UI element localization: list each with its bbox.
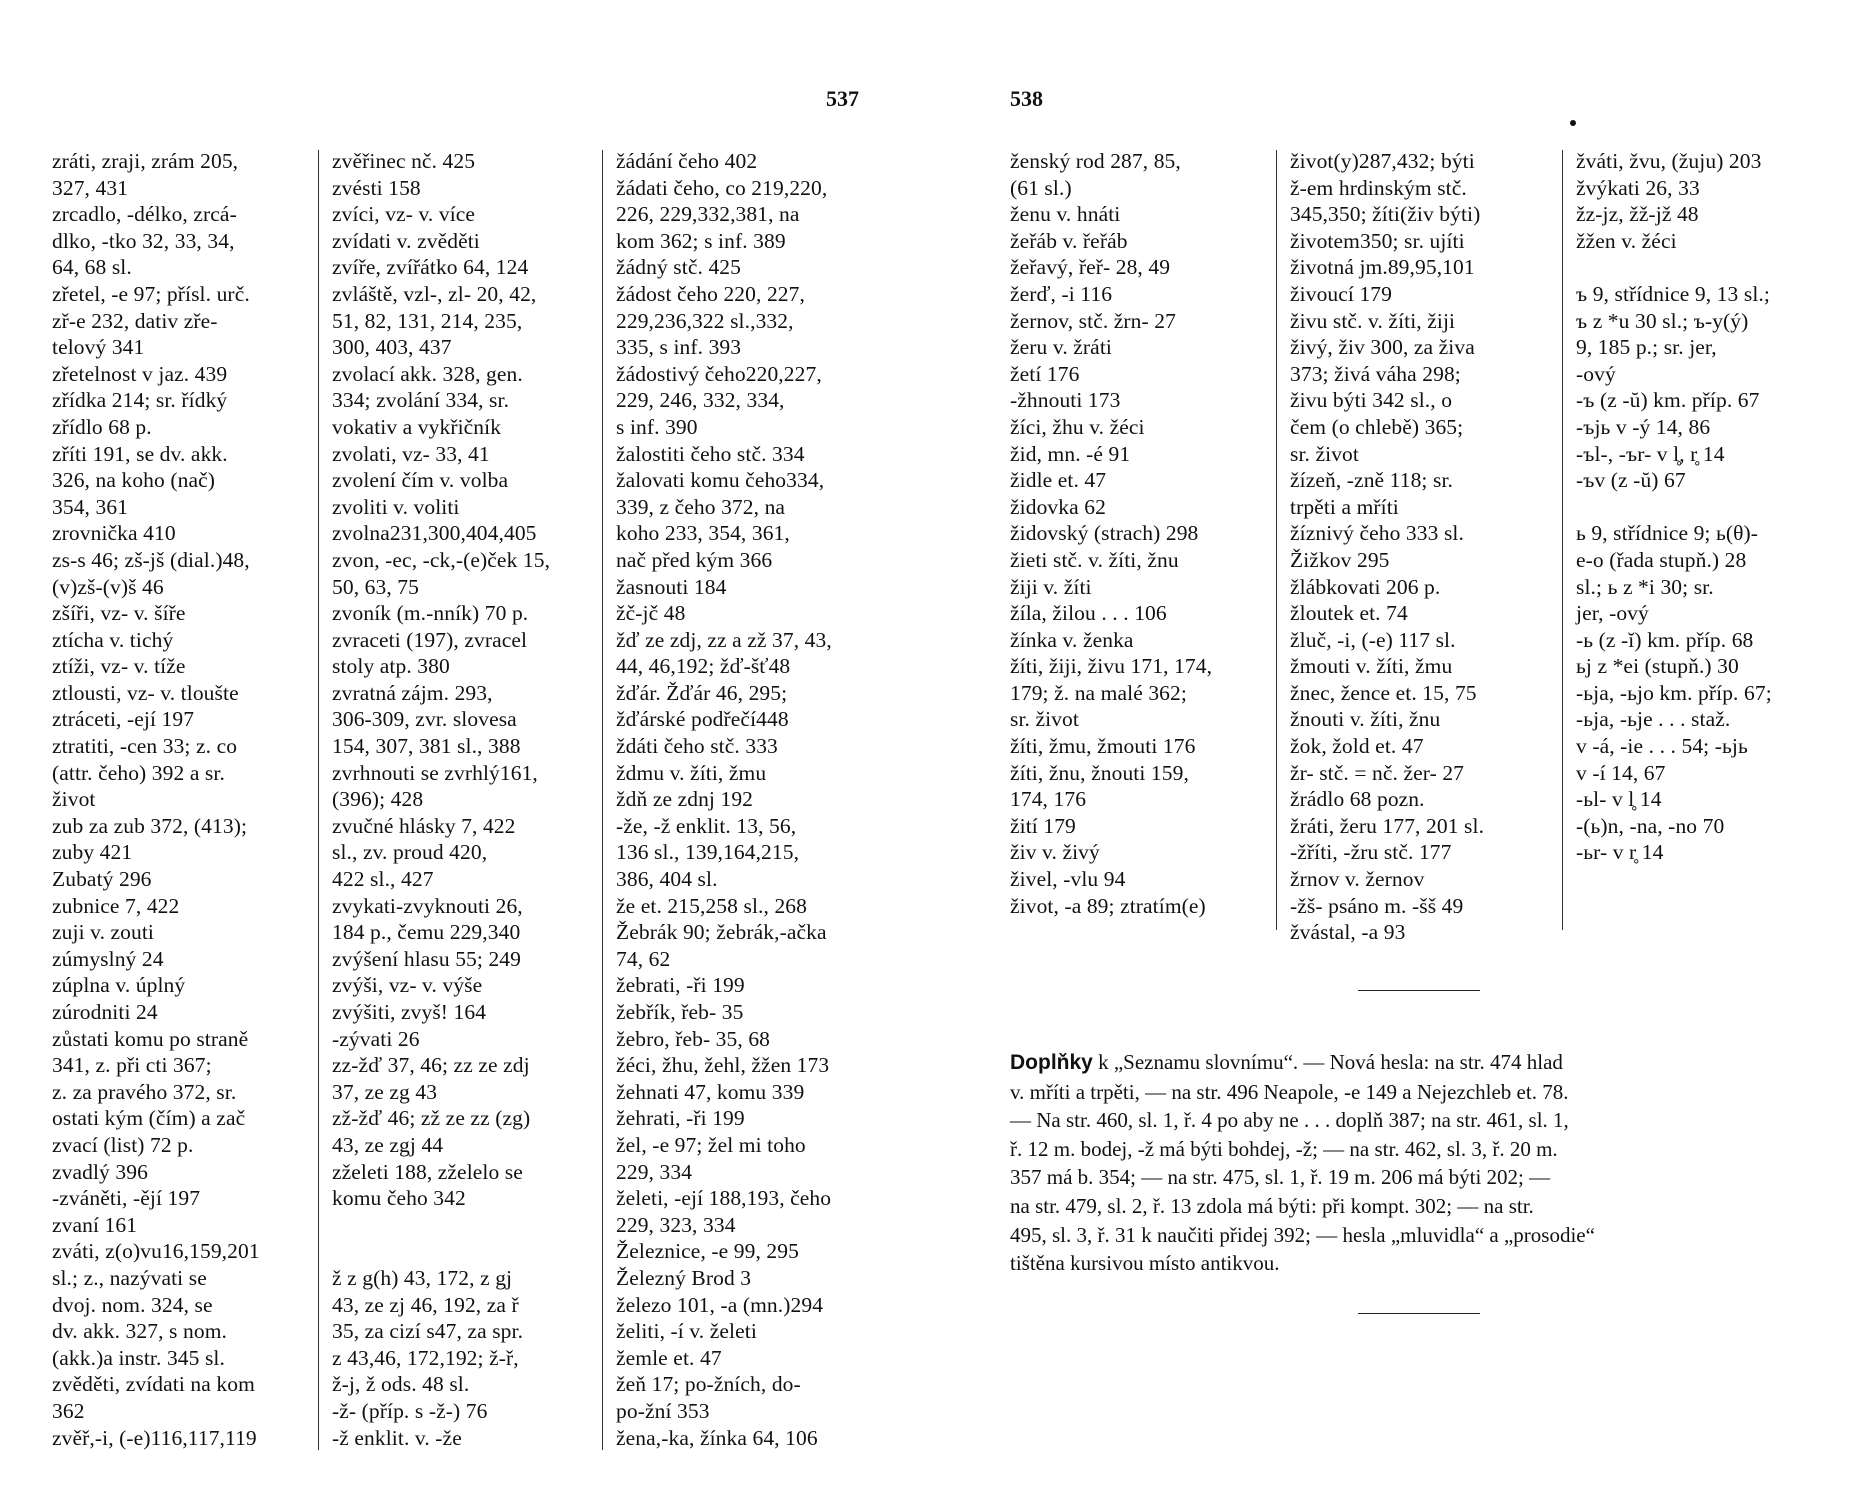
text-line: žeřavý, řeř- 28, 49 [1010, 255, 1171, 280]
text-line: žádání čeho 402 [616, 149, 758, 173]
text-line: žloutek et. 74 [1290, 601, 1408, 626]
text-line: židovský (strach) 298 [1010, 521, 1199, 546]
text-line [332, 1212, 594, 1239]
text-line: -ьl- v l̥ 14 [1576, 787, 1662, 812]
right-page-column-2 [1290, 148, 1554, 946]
text-line [1576, 254, 1838, 281]
text-line: žď ze zdj, zz a zž 37, 43, [616, 627, 832, 652]
right-page-column-1 [1010, 148, 1272, 919]
text-line: žádný stč. 425 [616, 255, 741, 280]
text-line: 422 sl., 427 [332, 867, 434, 892]
text-line: po-žní 353 [616, 1398, 710, 1423]
text-line: 174, 176 [1010, 787, 1087, 812]
right-page-column-3 [1576, 148, 1838, 866]
text-line: zvaní 161 [52, 1212, 138, 1237]
text-line: 335, s inf. 393 [616, 335, 742, 360]
text-line: 50, 63, 75 [332, 574, 419, 599]
text-line: v -í 14, 67 [1576, 760, 1666, 785]
text-line: ženu v. hnáti [1010, 202, 1121, 227]
text-line: ždáti čeho stč. 333 [616, 734, 778, 759]
text-line: žemle et. 47 [616, 1345, 722, 1370]
text-line: -ový [1576, 361, 1616, 386]
text-line: — Na str. 460, sl. 1, ř. 4 po aby ne . . . doplň 387; na str. 461, sl. 1, [1010, 1108, 1569, 1133]
text-line: 334; zvolání 334, sr. [332, 388, 510, 413]
text-line: tištěna kursivou místo antikvou. [1010, 1251, 1280, 1276]
decorative-dot [1570, 120, 1576, 126]
text-line: 306-309, zvr. slovesa [332, 707, 517, 732]
text-line: žernov, stč. žrn- 27 [1010, 308, 1176, 333]
text-line: živý, živ 300, za živa [1290, 335, 1475, 360]
text-line: 327, 431 [52, 175, 129, 200]
text-line: životem350; sr. ujíti [1290, 228, 1465, 253]
text-line: žehrati, -ři 199 [616, 1106, 745, 1131]
text-line: žvýkati 26, 33 [1576, 175, 1700, 200]
text-line: zšíři, vz- v. šíře [52, 601, 186, 626]
text-line: život [52, 787, 96, 812]
text-line: ь 9, střídnice 9; ь(θ)- [1576, 521, 1759, 546]
section-rule [1358, 1313, 1480, 1314]
text-line: 136 sl., 139,164,215, [616, 840, 800, 865]
text-line: 43, ze zgj 44 [332, 1132, 444, 1157]
text-line: zrovnička 410 [52, 521, 176, 546]
text-line: žebřík, řeb- 35 [616, 1000, 744, 1024]
text-line: Žižkov 295 [1290, 547, 1390, 572]
text-line: -ž enklit. v. -že [332, 1425, 462, 1450]
text-line: 339, z čeho 372, na [616, 494, 786, 519]
column-divider [1276, 150, 1277, 930]
text-line: (akk.)a instr. 345 sl. [52, 1345, 225, 1370]
text-line: 35, za cizí s47, za spr. [332, 1319, 524, 1344]
text-line: sl.; ь z *i 30; sr. [1576, 574, 1714, 599]
text-line: žváti, žvu, (žuju) 203 [1576, 149, 1762, 173]
text-line: -ьja, -ьje . . . staž. [1576, 707, 1731, 732]
text-line: 386, 404 sl. [616, 867, 718, 892]
text-line: žr- stč. = nč. žer- 27 [1290, 760, 1465, 785]
text-line: 362 [52, 1398, 85, 1423]
text-line: nač před kým 366 [616, 547, 773, 572]
text-line: zs-s 46; zš-jš (dial.)48, [52, 547, 250, 572]
text-line: ztráceti, -ejí 197 [52, 707, 195, 732]
addenda-first-line [1010, 1048, 1828, 1078]
text-line: zvykati-zvyknouti 26, [332, 893, 523, 918]
text-line: žehnati 47, komu 339 [616, 1079, 805, 1104]
text-line: zrcadlo, -délko, zrcá- [52, 202, 237, 227]
text-line: na str. 479, sl. 2, ř. 13 zdola má býti: při kompt. 302; — na str. [1010, 1193, 1534, 1218]
text-line: žasnouti 184 [616, 574, 727, 599]
text-line: 326, na koho (nač) [52, 468, 215, 493]
text-line: žádostivý čeho220,227, [616, 361, 822, 386]
text-line: -ъjь v -ý 14, 86 [1576, 414, 1711, 439]
text-line: zvěděti, zvídati na kom [52, 1372, 255, 1397]
text-line: zvésti 158 [332, 175, 421, 200]
text-line: zvláště, vzl-, zl- 20, 42, [332, 281, 537, 306]
text-line: žíci, žhu v. žéci [1010, 414, 1145, 439]
text-line: 184 p., čemu 229,340 [332, 920, 521, 945]
text-line: zželeti 188, zželelo se [332, 1159, 523, 1184]
text-line: zvolna231,300,404,405 [332, 521, 537, 546]
text-line: 354, 361 [52, 494, 129, 519]
text-line: zvýši, vz- v. výše [332, 973, 483, 998]
text-line: zvrhnouti se zvrhlý161, [332, 760, 538, 785]
text-line: životná jm.89,95,101 [1290, 255, 1475, 280]
text-line: žz-jz, žž-jž 48 [1576, 202, 1699, 227]
text-line: 43, ze zj 46, 192, za ř [332, 1292, 519, 1317]
text-line: žeřáb v. řeřáb [1010, 228, 1128, 253]
text-line: zvoník (m.-nník) 70 p. [332, 601, 529, 626]
text-line: žieti stč. v. žíti, žnu [1010, 547, 1179, 572]
text-line: 226, 229,332,381, na [616, 202, 800, 227]
text-line: žízeň, -zně 118; sr. [1290, 468, 1453, 493]
text-line: 373; živá váha 298; [1290, 361, 1461, 386]
text-line: 37, ze zg 43 [332, 1079, 438, 1104]
text-line: žeň 17; po-žních, do- [616, 1372, 801, 1397]
text-line: trpěti a mříti [1290, 494, 1399, 519]
addenda-heading: Doplňky [1010, 1051, 1093, 1074]
text-line: ždň ze zdnj 192 [616, 787, 754, 812]
text-line: zz-žď 37, 46; zz ze zdj [332, 1053, 530, 1078]
text-line: 44, 46,192; žď-šť48 [616, 654, 791, 679]
text-line: z. za pravého 372, sr. [52, 1079, 237, 1104]
text-line: zvolací akk. 328, gen. [332, 361, 523, 386]
text-line: žid, mn. -é 91 [1010, 441, 1131, 466]
text-line: zub za zub 372, (413); [52, 813, 248, 838]
text-line: v. mříti a trpěti, — na str. 496 Neapole, -e 149 a Nejezchleb et. 78. [1010, 1079, 1569, 1104]
text-line: zvídati v. zvěděti [332, 228, 480, 253]
text-line: (v)zš-(v)š 46 [52, 574, 164, 599]
text-line: s inf. 390 [616, 414, 698, 439]
text-line: (attr. čeho) 392 a sr. [52, 760, 225, 785]
left-page-column-3 [616, 148, 878, 1451]
text-line: zvoliti v. voliti [332, 494, 460, 519]
text-line: žmouti v. žíti, žmu [1290, 654, 1453, 679]
text-line: -zývati 26 [332, 1026, 420, 1051]
text-line: komu čeho 342 [332, 1186, 466, 1211]
text-line: žč-jč 48 [616, 601, 686, 626]
addenda-lines [1010, 1078, 1828, 1278]
text-line: ř. 12 m. bodej, -ž má býti bohdej, -ž; — na str. 462, sl. 3, ř. 20 m. [1010, 1136, 1558, 1161]
text-line: žok, žold et. 47 [1290, 734, 1424, 759]
text-line: žeru v. žráti [1010, 335, 1112, 360]
text-line: žnouti v. žíti, žnu [1290, 707, 1441, 732]
text-line: zvučné hlásky 7, 422 [332, 813, 516, 838]
text-line: (61 sl.) [1010, 175, 1072, 200]
text-line: -ь (z -ĭ) km. příp. 68 [1576, 627, 1754, 652]
text-line: 229,236,322 sl.,332, [616, 308, 794, 333]
text-line: ž-j, ž ods. 48 sl. [332, 1372, 470, 1397]
text-line: ždmu v. žíti, žmu [616, 760, 767, 785]
text-line: zůstati komu po straně [52, 1026, 249, 1051]
text-line: 229, 246, 332, 334, [616, 388, 785, 413]
text-line: židle et. 47 [1010, 468, 1107, 493]
text-line: (396); 428 [332, 787, 424, 812]
text-line: ztíži, vz- v. tíže [52, 654, 186, 679]
column-divider [318, 150, 319, 1450]
section-rule [1358, 990, 1480, 991]
text-line: dvoj. nom. 324, se [52, 1292, 213, 1317]
text-line: dv. akk. 327, s nom. [52, 1319, 227, 1344]
text-line: zvěřinec nč. 425 [332, 149, 476, 173]
text-line: -žhnouti 173 [1010, 388, 1121, 413]
text-line: žebrati, -ři 199 [616, 973, 745, 998]
text-line: židovka 62 [1010, 494, 1106, 519]
text-line: -ъl-, -ъr- v l̥, r̥ 14 [1576, 441, 1725, 466]
text-line: zž-žď 46; zž ze zz (zg) [332, 1106, 531, 1131]
text-line: dlko, -tko 32, 33, 34, [52, 228, 235, 253]
text-line: ъ 9, střídnice 9, 13 sl.; [1576, 281, 1770, 306]
text-line [1576, 494, 1838, 521]
text-line: zváti, z(o)vu16,159,201 [52, 1239, 260, 1264]
text-line: koho 233, 354, 361, [616, 521, 790, 546]
text-line: Žebrák 90; žebrák,-ačka [616, 920, 827, 945]
text-line: 51, 82, 131, 214, 235, [332, 308, 523, 333]
text-line: zubnice 7, 422 [52, 893, 180, 918]
text-line: žrnov v. žernov [1290, 867, 1425, 892]
text-line: zvací (list) 72 p. [52, 1132, 194, 1157]
text-line: žíti, žmu, žmouti 176 [1010, 734, 1196, 759]
right-page-number: 538 [1010, 86, 1043, 111]
text-line: zúmyslný 24 [52, 946, 164, 971]
text-line: zvon, -ec, -ck,-(e)ček 15, [332, 547, 551, 572]
text-line: žínka v. ženka [1010, 627, 1134, 652]
text-line: žluč, -i, (-e) 117 sl. [1290, 627, 1456, 652]
text-line: čem (o chlebě) 365; [1290, 414, 1464, 439]
text-line: zvýšiti, zvyš! 164 [332, 1000, 487, 1024]
text-line: živu býti 342 sl., o [1290, 388, 1453, 413]
text-line: Železnice, -e 99, 295 [616, 1239, 799, 1264]
text-line: Železný Brod 3 [616, 1265, 752, 1290]
text-line: -ъv (z -ŭ) 67 [1576, 468, 1686, 493]
text-line: žráti, žeru 177, 201 sl. [1290, 813, 1485, 838]
text-line: 229, 323, 334 [616, 1212, 736, 1237]
text-line: ztícha v. tichý [52, 627, 174, 652]
text-line: železo 101, -a (mn.)294 [616, 1292, 824, 1317]
text-line: žíti, žiji, živu 171, 174, [1010, 654, 1213, 679]
text-line: žďár. Žďár 46, 295; [616, 680, 788, 705]
left-page-column-1 [52, 148, 312, 1451]
text-line: zvolení čím v. volba [332, 468, 509, 493]
text-line: zvadlý 396 [52, 1159, 148, 1184]
text-line: 300, 403, 437 [332, 335, 452, 360]
text-line: zvěř,-i, (-e)116,117,119 [52, 1425, 257, 1450]
text-line: v -á, -ie . . . 54; -ьjь [1576, 734, 1748, 759]
text-line: zvraceti (197), zvracel [332, 627, 528, 652]
text-line: sr. život [1290, 441, 1359, 466]
text-line: zvratná zájm. 293, [332, 680, 493, 705]
text-line: živ v. živý [1010, 840, 1100, 865]
text-line: žádati čeho, co 219,220, [616, 175, 828, 200]
text-line: ž z g(h) 43, 172, z gj [332, 1265, 513, 1290]
text-line: zřetel, -e 97; přísl. urč. [52, 281, 250, 306]
text-line: želeti, -ejí 188,193, čeho [616, 1186, 832, 1211]
text-line: žíti, žnu, žnouti 159, [1010, 760, 1189, 785]
text-line: 229, 334 [616, 1159, 693, 1184]
text-line: -žš- psáno m. -šš 49 [1290, 893, 1464, 918]
text-line: -ž- (příp. s -ž-) 76 [332, 1398, 488, 1423]
text-line: ostati kým (čím) a zač [52, 1106, 246, 1131]
text-line: -že, -ž enklit. 13, 56, [616, 813, 797, 838]
text-line: žebro, řeb- 35, 68 [616, 1026, 771, 1051]
text-line: žalovati komu čeho334, [616, 468, 825, 493]
text-line: stoly atp. 380 [332, 654, 450, 679]
text-line: žéci, žhu, žehl, žžen 173 [616, 1053, 830, 1078]
text-line: Zubatý 296 [52, 867, 152, 892]
text-line: 64, 68 sl. [52, 255, 132, 280]
text-line: ьj z *ei (stupň.) 30 [1576, 654, 1739, 679]
text-line: sr. život [1010, 707, 1079, 732]
text-line: 74, 62 [616, 946, 671, 971]
text-line: 345,350; žíti(živ býti) [1290, 202, 1481, 227]
text-line: zráti, zraji, zrám 205, [52, 149, 239, 173]
text-line: žíznivý čeho 333 sl. [1290, 521, 1464, 546]
text-line: 341, z. při cti 367; [52, 1053, 212, 1078]
text-line: želiti, -í v. želeti [616, 1319, 757, 1344]
text-line: živoucí 179 [1290, 281, 1393, 306]
text-line: zúplna v. úplný [52, 973, 186, 998]
text-line: zřídlo 68 p. [52, 414, 152, 439]
left-page-column-2 [332, 148, 594, 1451]
column-divider [1562, 150, 1563, 930]
text-line: 179; ž. na malé 362; [1010, 680, 1187, 705]
text-line: žlábkovati 206 p. [1290, 574, 1441, 599]
text-line: žnec, žence et. 15, 75 [1290, 680, 1477, 705]
text-line: zvolati, vz- 33, 41 [332, 441, 490, 466]
text-line: žel, -e 97; žel mi toho [616, 1132, 806, 1157]
text-line: -ъ (z -ŭ) km. příp. 67 [1576, 388, 1760, 413]
text-line: žiji v. žíti [1010, 574, 1092, 599]
text-line: žerď, -i 116 [1010, 281, 1113, 306]
text-line: vokativ a vykřičník [332, 414, 502, 439]
text-line: zříti 191, se dv. akk. [52, 441, 228, 466]
text-line: zřídka 214; sr. řídký [52, 388, 228, 413]
text-line: -ьja, -ьjo km. příp. 67; [1576, 680, 1772, 705]
text-line: zuby 421 [52, 840, 133, 865]
addenda-first-line-text: k „Seznamu slovnímu“. — Nová hesla: na str. 474 hlad [1098, 1050, 1563, 1074]
text-line: telový 341 [52, 335, 145, 360]
text-line: živu stč. v. žíti, žiji [1290, 308, 1456, 333]
column-divider [602, 150, 603, 1450]
text-line: -žříti, -žru stč. 177 [1290, 840, 1452, 865]
text-line: ztlousti, vz- v. tloušte [52, 680, 239, 705]
text-line: život, -a 89; ztratím(e) [1010, 893, 1206, 918]
text-line: zvíře, zvířátko 64, 124 [332, 255, 529, 280]
text-line: ъ z *u 30 sl.; ъ-y(ý) [1576, 308, 1749, 333]
text-line: zuji v. zouti [52, 920, 155, 945]
text-line [332, 1238, 594, 1265]
text-line: žena,-ka, žínka 64, 106 [616, 1425, 818, 1450]
left-page-number: 537 [826, 86, 859, 111]
text-line: -ьr- v r̥ 14 [1576, 840, 1664, 865]
text-line: živel, -vlu 94 [1010, 867, 1126, 892]
text-line: život(y)287,432; býti [1290, 149, 1475, 173]
text-line: kom 362; s inf. 389 [616, 228, 786, 253]
text-line: 495, sl. 3, ř. 31 k naučiti přidej 392; — hesla „mluvidla“ a „prosodie“ [1010, 1222, 1595, 1247]
text-line: jer, -ový [1576, 601, 1649, 626]
text-line: z 43,46, 172,192; ž-ř, [332, 1345, 519, 1370]
text-line: ž-em hrdinským stč. [1290, 175, 1467, 200]
text-line: žíla, žilou . . . 106 [1010, 601, 1167, 626]
text-line: žďárské podřečí448 [616, 707, 789, 732]
text-line: zúrodniti 24 [52, 1000, 158, 1024]
text-line: žrádlo 68 pozn. [1290, 787, 1425, 812]
text-line: žalostiti čeho stč. 334 [616, 441, 805, 466]
text-line: žetí 176 [1010, 361, 1080, 386]
text-line: 9, 185 p.; sr. jer, [1576, 335, 1717, 360]
addenda-block [1010, 1048, 1828, 1278]
text-line: sl.; z., nazývati se [52, 1265, 207, 1290]
text-line: zřetelnost v jaz. 439 [52, 361, 228, 386]
text-line: žžen v. žéci [1576, 228, 1677, 253]
text-line: ztratiti, -cen 33; z. co [52, 734, 238, 759]
text-line: ženský rod 287, 85, [1010, 149, 1181, 173]
text-line: 357 má b. 354; — na str. 475, sl. 1, ř. 19 m. 206 má býti 202; — [1010, 1165, 1551, 1190]
text-line: žití 179 [1010, 813, 1076, 838]
text-line: žvástal, -a 93 [1290, 920, 1406, 945]
text-line: zvýšení hlasu 55; 249 [332, 946, 522, 971]
text-line: sl., zv. proud 420, [332, 840, 488, 865]
text-line: zř-e 232, dativ zře- [52, 308, 218, 333]
text-line: že et. 215,258 sl., 268 [616, 893, 807, 918]
text-line: e-o (řada stupň.) 28 [1576, 547, 1747, 572]
text-line: žádost čeho 220, 227, [616, 281, 805, 306]
text-line: zvíci, vz- v. více [332, 202, 476, 227]
text-line: -zváněti, -ějí 197 [52, 1186, 201, 1211]
text-line: -(ь)n, -na, -no 70 [1576, 813, 1725, 838]
text-line: 154, 307, 381 sl., 388 [332, 734, 521, 759]
